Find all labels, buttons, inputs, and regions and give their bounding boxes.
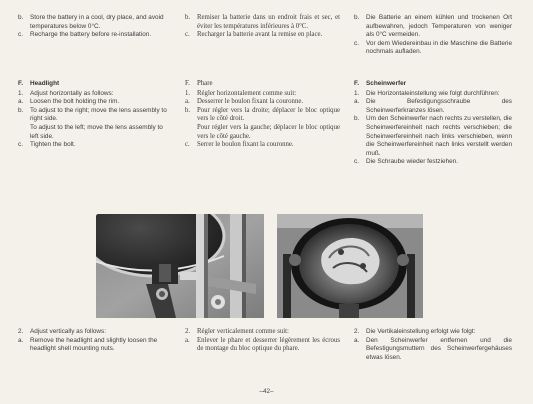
list-item: To adjust to the left; move the lens assembly to left side. [30,123,163,140]
section-heading: F. Phare [185,80,213,87]
list-item: b. Um den Scheinwerfer nach rechts zu verstellen, die Scheinwerfereinheit nach rechts verschieben; die Scheinwerfereinheit nach links verschieben, wenn die Scheinwerfereinheit nach links verstellt werden muß. [354,115,512,157]
list-item: b. Die Batterie an einem kühlen und trockenen Ort aufbewahren, jedoch Temperaturen von weniger als 0°C vermeiden. [354,14,512,39]
list-item: c. Vor dem Wiedereinbau in die Maschine die Batterie nochmals aufladen. [354,39,512,56]
headlight-shell-photo [277,214,423,318]
section-headlight-en [18,80,168,150]
list-item: 1. Régler horizontalement comme suit: [185,89,297,97]
list-item: c. Serrer le boulon fixant la couronne. [185,141,294,149]
list-item: b. Pour régler vers la droite; déplacer le bloc optique vers le côté droit. [185,106,340,123]
list-item: a. Die Befestigungsschraube des Scheinwerferkranzes lösen. [354,98,512,114]
list-item: a. Loosen the bolt holding the rim. [18,98,120,106]
section-headlight-fr [185,80,340,150]
list-item: c. Tighten the bolt. [18,141,76,149]
section-heading: F. Headlight [18,80,60,87]
list-item: c. Recharger la batterie avant la remise en place. [185,31,323,39]
headlight-shell-photo-image [277,214,423,318]
list-item: a. Desserrer le boulon fixant la couronne. [185,98,304,106]
list-item: b. Remiser la batterie dans un endroit frais et sec, et éviter les températures inférieures à 0°C. [185,14,340,30]
section-heading: F. Scheinwerfer [354,80,407,87]
headlight-photo [96,214,264,318]
top-fr [185,14,340,40]
top-de [354,14,512,57]
list-item: b. To adjust to the right; move the lens assembly to right side. [18,106,167,123]
list-item: c. Recharge the battery before re-installation. [18,31,152,39]
list-item: 1. Adjust horizontally as follows: [18,89,114,97]
bottom-en [18,328,168,354]
list-item: c. Die Schraube wieder festziehen. [354,158,459,166]
list-item: b. Store the battery in a cool, dry place, and avoid temperatures below 0°C. [18,14,164,30]
list-item: Pour régler vers la gauche; déplacer le bloc optique vers le côté gauche. [197,123,340,140]
list-item: 1. Die Horizontaleinstellung wie folgt durchführen: [354,89,500,97]
list-item: a. Remove the headlight and slightly loosen the headlight shell mounting nuts. [18,336,158,353]
list-item: 2. Régler verticalement comme suit: [185,328,289,335]
list-item: a. Den Scheinwerfer entfernen und die Befestigungsmuttern des Scheinwerfergehäuses etwas lösen. [354,336,512,361]
list-item: 2. Die Vertikaleinstellung erfolgt wie folgt: [354,328,476,335]
list-item: 2. Adjust vertically as follows: [18,328,107,335]
bottom-fr [185,328,340,354]
bottom-de [354,328,512,362]
top-en [18,14,168,40]
page-number: –42– [259,388,274,395]
headlight-photo-image [96,214,264,318]
list-item: a. Enlever le phare et desserrer légèrement les écrous de montage du bloc optique du phare. [185,336,340,353]
section-headlight-de [354,80,512,167]
